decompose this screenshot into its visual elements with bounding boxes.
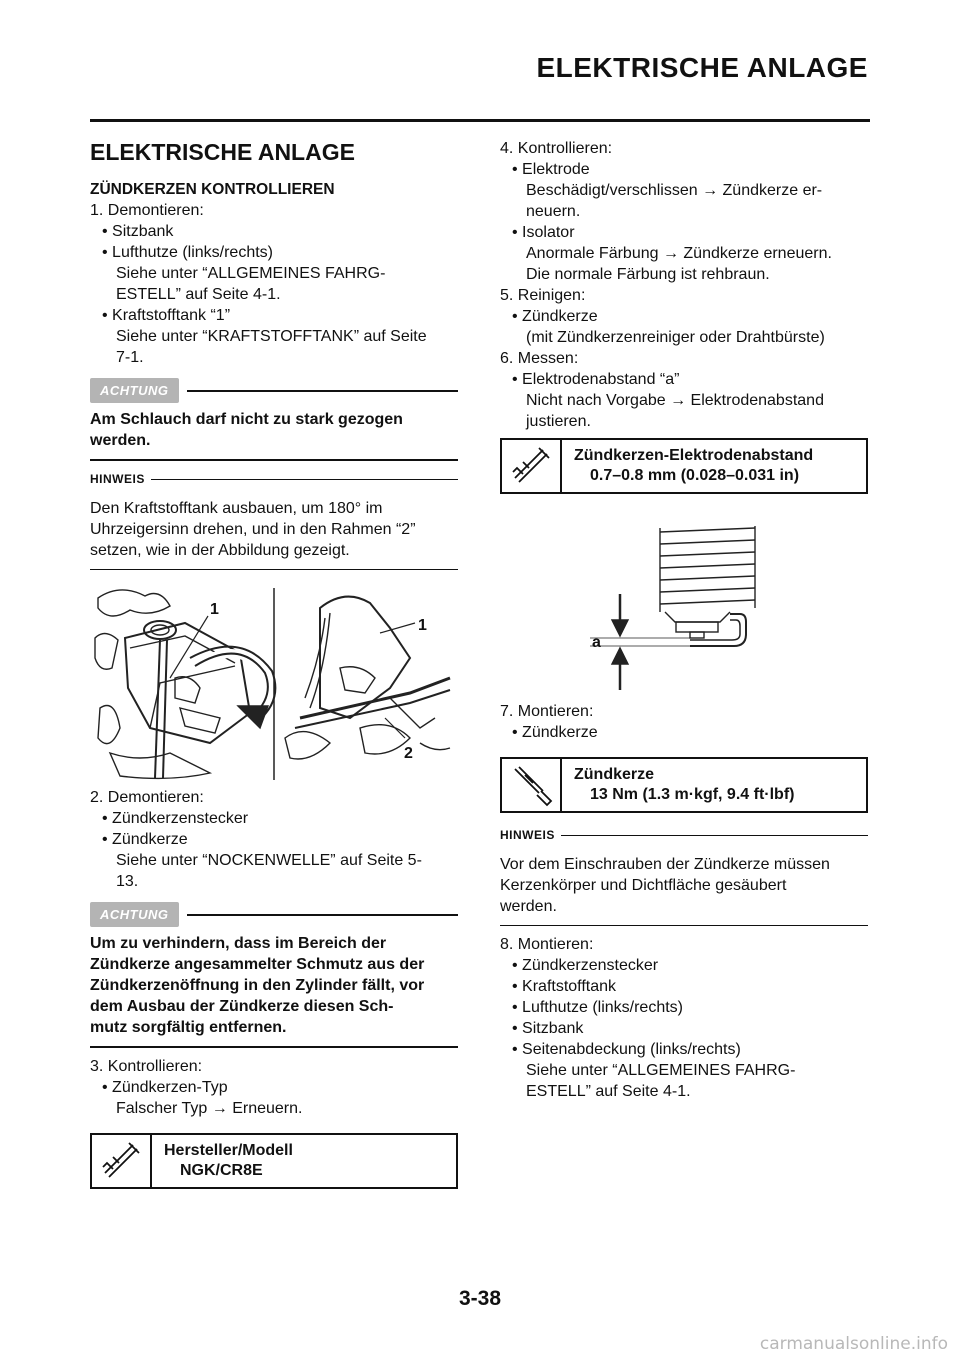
caliper-icon (92, 1135, 152, 1187)
step-1-note: ESTELL” auf Seite 4-1. (116, 286, 281, 303)
caution-text: Zündkerze angesammelter Schmutz aus der (90, 956, 425, 973)
caution-text: dem Ausbau der Zündkerze diesen Sch- (90, 998, 394, 1015)
step-4-bullet: • Elektrode (512, 161, 590, 178)
figure-label-a: a (592, 634, 601, 651)
page-number: 3-38 (458, 1287, 502, 1310)
torque-wrench-icon (502, 759, 562, 811)
note-end-rule (500, 925, 868, 926)
spec-box-model (90, 1133, 458, 1189)
note-text: werden. (500, 898, 557, 915)
step-6-note: Nicht nach Vorgabe → Elektrodenabstand (526, 392, 824, 409)
spec-title: Zündkerzen-Elektrodenabstand (574, 447, 814, 464)
spec-box-gap (500, 438, 868, 494)
note-label: HINWEIS (90, 472, 145, 486)
note-text: setzen, wie in der Abbildung gezeigt. (90, 542, 350, 559)
figure-label-1: 1 (418, 617, 427, 634)
step-8-bullet: • Zündkerzenstecker (512, 957, 659, 974)
spec-box-torque (500, 757, 868, 813)
note-text: Den Kraftstofftank ausbauen, um 180° im (90, 500, 383, 517)
spec-value: 13 Nm (1.3 m·kgf, 9.4 ft·lbf) (590, 786, 795, 803)
step-6: 6. Messen: (500, 350, 579, 367)
step-1-bullet: • Kraftstofftank “1” (102, 307, 231, 324)
step-7-bullet: • Zündkerze (512, 724, 598, 741)
note-label: HINWEIS (500, 828, 555, 842)
caution-text: werden. (90, 432, 151, 449)
step-4-note: neuern. (526, 203, 581, 220)
note-text: Kerzenkörper und Dichtfläche gesäubert (500, 877, 787, 894)
step-3-bullet: • Zündkerzen-Typ (102, 1079, 228, 1096)
watermark: carmanualsonline.info (759, 1334, 948, 1354)
step-2: 2. Demontieren: (90, 789, 204, 806)
step-1-bullet: • Sitzbank (102, 223, 174, 240)
step-8-bullet: • Sitzbank (512, 1020, 584, 1037)
step-8-bullet: • Lufthutze (links/rechts) (512, 999, 683, 1016)
spec-title: Hersteller/Modell (164, 1142, 293, 1159)
caution-text: Um zu verhindern, dass im Bereich der (90, 935, 387, 952)
caution-end-rule (90, 459, 458, 461)
spec-value: 0.7–0.8 mm (0.028–0.031 in) (590, 467, 800, 484)
figure-label-1: 1 (210, 601, 219, 618)
step-3-note: Falscher Typ → Erneuern. (116, 1100, 303, 1117)
caution-text: mutz sorgfältig entfernen. (90, 1019, 287, 1036)
caution-text: Zündkerzenöffnung in den Zylinder fällt, vor (90, 977, 425, 994)
figure-label-2: 2 (404, 745, 413, 762)
note-header (500, 825, 868, 846)
step-1-note: Siehe unter “KRAFTSTOFFTANK” auf Seite (116, 328, 427, 345)
fuel-tank-figure (90, 578, 458, 783)
step-5-bullet: • Zündkerze (512, 308, 598, 325)
step-4-note: Die normale Färbung ist rehbraun. (526, 266, 770, 283)
spec-title: Zündkerze (574, 766, 655, 783)
step-8-bullet: • Kraftstofftank (512, 978, 617, 995)
step-1-bullet: • Lufthutze (links/rechts) (102, 244, 273, 261)
caution-header (90, 378, 458, 403)
page-header-title: ELEKTRISCHE ANLAGE (536, 52, 868, 83)
sub-title: ZÜNDKERZEN KONTROLLIEREN (90, 181, 335, 198)
step-8-note: Siehe unter “ALLGEMEINES FAHRG- (526, 1062, 796, 1079)
section-title: ELEKTRISCHE ANLAGE (90, 139, 355, 165)
caliper-icon (502, 440, 562, 492)
spark-plug-gap-figure (500, 522, 868, 697)
step-2-bullet: • Zündkerzenstecker (102, 810, 249, 827)
step-7: 7. Montieren: (500, 703, 594, 720)
spec-value: NGK/CR8E (180, 1162, 263, 1179)
step-8-bullet: • Seitenabdeckung (links/rechts) (512, 1041, 741, 1058)
step-4-note: Anormale Färbung → Zündkerze erneuern. (526, 245, 832, 262)
note-text: Vor dem Einschrauben der Zündkerze müssen (500, 856, 830, 873)
header-rule (90, 119, 870, 122)
step-3: 3. Kontrollieren: (90, 1058, 203, 1075)
caution-header (90, 902, 458, 927)
caution-text: Am Schlauch darf nicht zu stark gezogen (90, 411, 403, 428)
step-4-note: Beschädigt/verschlissen → Zündkerze er- (526, 182, 823, 199)
step-2-bullet: • Zündkerze (102, 831, 188, 848)
step-6-note: justieren. (526, 413, 591, 430)
step-6-bullet: • Elektrodenabstand “a” (512, 371, 680, 388)
step-4: 4. Kontrollieren: (500, 140, 613, 157)
step-5-note: (mit Zündkerzenreiniger oder Drahtbürste) (526, 329, 825, 346)
caution-label: ACHTUNG (90, 902, 179, 927)
step-8-note: ESTELL” auf Seite 4-1. (526, 1083, 691, 1100)
step-1: 1. Demontieren: (90, 202, 204, 219)
step-2-note: 13. (116, 873, 139, 890)
note-text: Uhrzeigersinn drehen, und in den Rahmen “2” (90, 521, 416, 538)
step-8: 8. Montieren: (500, 936, 594, 953)
step-1-note: 7-1. (116, 349, 144, 366)
step-5: 5. Reinigen: (500, 287, 586, 304)
right-column (500, 138, 868, 1102)
step-2-note: Siehe unter “NOCKENWELLE” auf Seite 5- (116, 852, 422, 869)
note-header (90, 469, 458, 490)
step-4-bullet: • Isolator (512, 224, 575, 241)
left-column (90, 138, 458, 1189)
note-end-rule (90, 569, 458, 570)
step-1-note: Siehe unter “ALLGEMEINES FAHRG- (116, 265, 386, 282)
caution-end-rule (90, 1046, 458, 1048)
caution-label: ACHTUNG (90, 378, 179, 403)
